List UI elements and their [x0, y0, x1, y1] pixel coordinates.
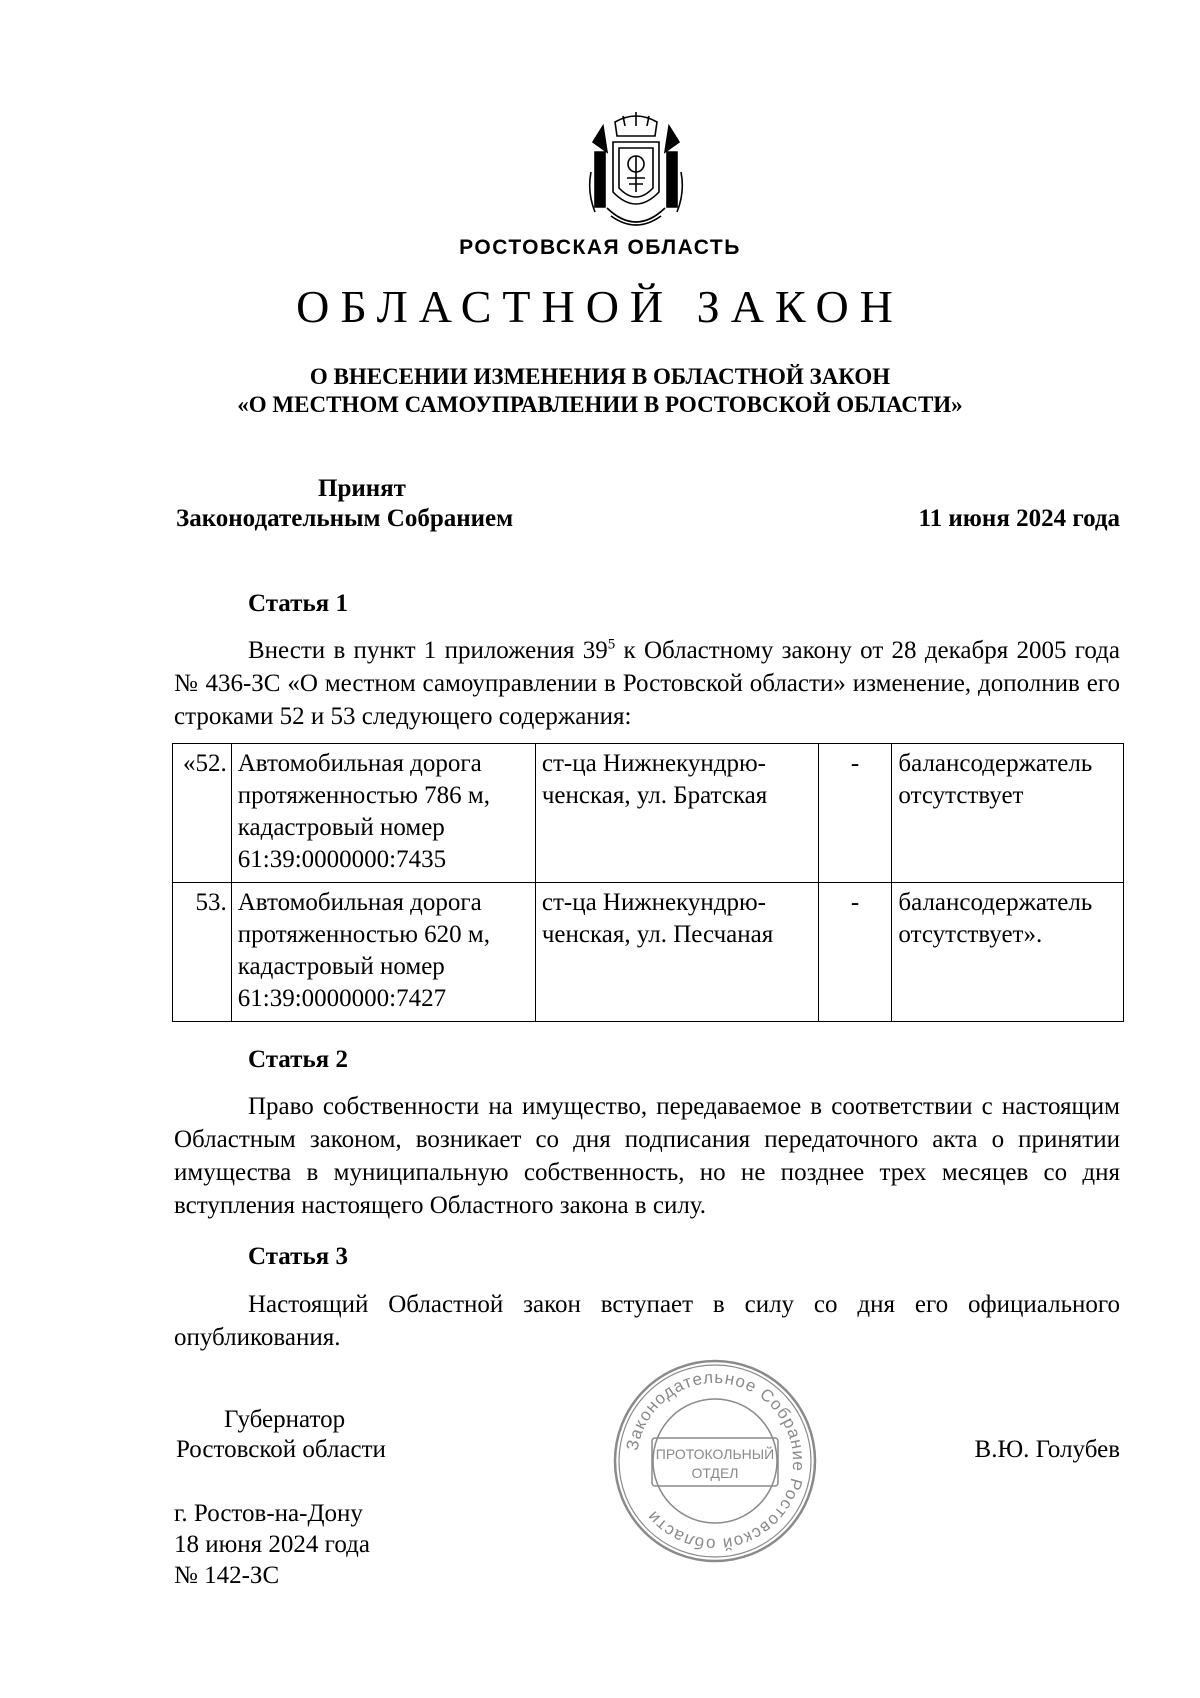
signing-date: 18 июня 2024 года — [174, 1531, 370, 1558]
stamp-seal-icon — [610, 1356, 820, 1566]
seal-center-line-1: ПРОТОКОЛЬНЫЙ — [655, 1446, 775, 1462]
balance-holder: балансодержатель отсутствует». — [892, 883, 1124, 1022]
coat-of-arms-icon — [585, 112, 687, 236]
balance-holder: балансодержатель отсутствует — [892, 744, 1124, 883]
law-title-line-2: «О МЕСТНОМ САМОУПРАВЛЕНИИ В РОСТОВСКОЙ ОБЛАСТИ» — [237, 392, 963, 417]
empty-cell-dash: - — [818, 883, 892, 1022]
amendment-table — [172, 743, 1124, 1022]
signatory-title-line-1: Губернатор — [224, 1406, 346, 1433]
adopted-by: Законодательным Собранием — [176, 505, 514, 532]
article-1-heading: Статья 1 — [248, 590, 348, 617]
document-footer — [174, 1498, 370, 1591]
table-row — [173, 883, 1124, 1022]
object-description: Автомобильная дорога протяженностью 786 м, кадастровый номер 61:39:0000000:7435 — [231, 744, 535, 883]
table-row — [173, 744, 1124, 883]
row-number: 53. — [173, 883, 232, 1022]
article-2-heading: Статья 2 — [248, 1046, 348, 1073]
article-3-heading: Статья 3 — [248, 1243, 348, 1270]
superscript: 5 — [607, 636, 616, 653]
object-location: ст-ца Нижнекундрю-ченская, ул. Песчаная — [535, 883, 818, 1022]
document-type: ОБЛАСТНОЙ ЗАКОН — [296, 281, 904, 332]
empty-cell-dash: - — [818, 744, 892, 883]
signatory-name: В.Ю. Голубев — [974, 1436, 1120, 1463]
seal-center-line-2: ОТДЕЛ — [691, 1465, 739, 1481]
region-name: РОСТОВСКАЯ ОБЛАСТЬ — [459, 236, 741, 259]
article-3-text: Настоящий Областной закон вступает в силу со дня его официального опубликования. — [174, 1291, 1120, 1351]
article-2-text: Право собственности на имущество, передаваемое в соответствии с настоящим Областным законом, возникает со дня подписания передаточного акта о принятии имущества в муниципальную собственность, но не позднее трех месяцев со дня вступления настоящего Областного закона в силу. — [174, 1093, 1120, 1219]
object-description: Автомобильная дорога протяженностью 620 м, кадастровый номер 61:39:0000000:7427 — [231, 883, 535, 1022]
article-1-text: Внести в пункт 1 приложения $39^5$ к Областному закону от 28 декабря 2005 года № 436-ЗС «О местном самоуправлении в Ростовской области» изменение, дополнив его строками 52 и 53 следующего содержания: — [174, 636, 1120, 730]
row-number: «52. — [173, 744, 232, 883]
adopted-label: Принят — [318, 475, 406, 502]
adoption-date: 11 июня 2024 года — [918, 505, 1120, 532]
signing-place: г. Ростов-на-Дону — [174, 1500, 363, 1527]
seal-ring-text: Законодательное Собрание Ростовской области — [622, 1367, 809, 1555]
law-title-line-1: О ВНЕСЕНИИ ИЗМЕНЕНИЯ В ОБЛАСТНОЙ ЗАКОН — [309, 364, 891, 389]
object-location: ст-ца Нижнекундрю-ченская, ул. Братская — [535, 744, 818, 883]
signatory-title-line-2: Ростовской области — [176, 1436, 386, 1463]
law-number: № 142-ЗС — [174, 1562, 280, 1589]
